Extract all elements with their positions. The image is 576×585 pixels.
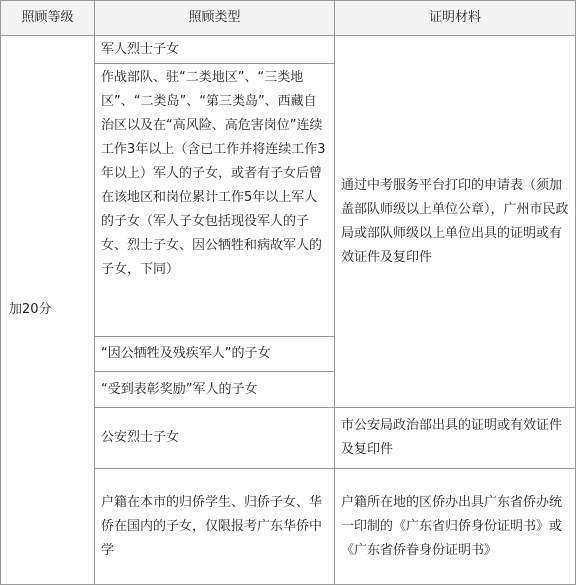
level-value: 加20分 [9,302,52,317]
proof-cell-1 [334,35,576,408]
type-text-1: 军人烈士子女 [101,41,180,57]
proof-text-3: 户籍所在地的区侨办出具广东省侨办统一印制的《广东省归侨身份证明书》或《广东省侨眷身份证明书》 [341,494,563,558]
header-level: 照顾等级 [0,0,95,36]
proof-text-2: 市公安局政治部出具的证明或有效证件及复印件 [341,418,563,457]
type-cell-3 [94,336,335,372]
proof-cell-3 [334,468,576,585]
type-text-6: 户籍在本市的归侨学生、归侨子女、华侨在国内的子女，仅限报考广东华侨中学 [101,494,323,558]
type-cell-6 [94,468,335,585]
proof-cell-2 [334,407,576,469]
header-proof: 证明材料 [334,0,576,36]
type-cell-1 [94,35,335,64]
type-cell-5 [94,407,335,469]
proof-text-1: 通过中考服务平台打印的申请表（须加盖部队师级以上单位公章），广州市民政局或部队师级以上单位出具的证明或有效证件及复印件 [341,177,569,265]
type-cell-4 [94,371,335,408]
type-text-3: “因公牺牲及残疾军人”的子女 [101,346,271,361]
type-text-4: “受到表彰奖励”军人的子女 [101,381,258,397]
level-cell [0,35,95,585]
type-text-5: 公安烈士子女 [101,430,180,445]
type-text-2: 作战部队、驻“二类地区”、“三类地区”、“二类岛”、“第三类岛”、西藏自治区以及在“高风险、高危害岗位”连续工作3年以上（含已工作并将连续工作3年以上）军人的子女，或者有子女后曾在该地区和岗位累计工作5年以上军人的子女（军人子女包括现役军人的子女、烈士子女、因公牺牲和病故军人的子女，下同） [101,70,326,277]
type-cell-2 [94,63,335,337]
header-type: 照顾类型 [94,0,335,36]
